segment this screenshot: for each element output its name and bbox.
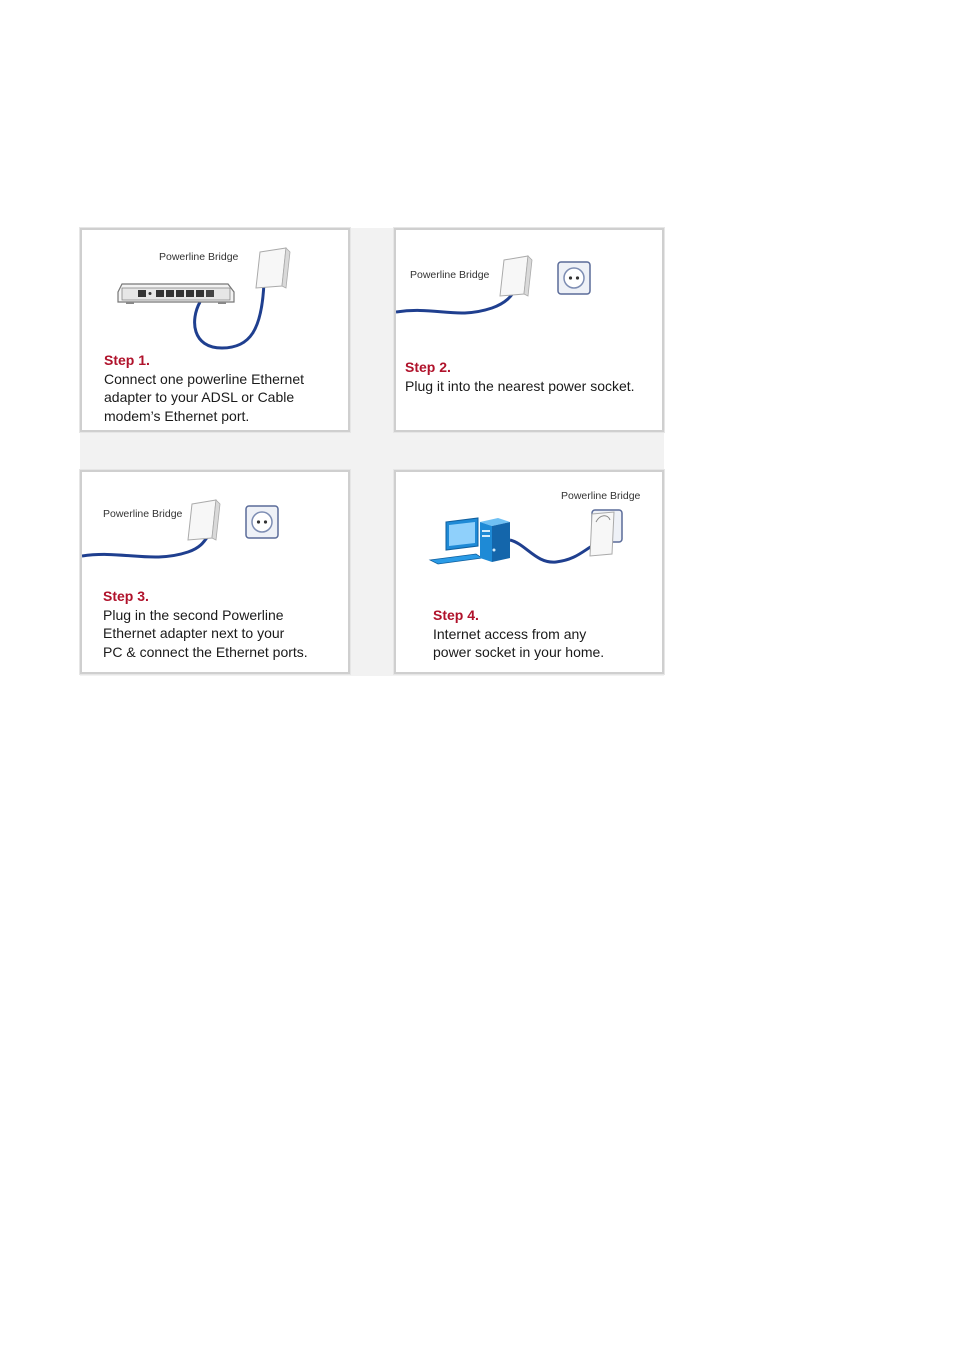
powerline-bridge-label: Powerline Bridge (561, 490, 641, 502)
step-description-line: Plug in the second Powerline (103, 606, 284, 623)
step-4-illustration (396, 472, 662, 597)
step-description-line: PC & connect the Ethernet ports. (103, 643, 308, 660)
modem-icon (118, 284, 234, 304)
step-2-text (405, 358, 635, 395)
power-socket-icon (246, 506, 278, 538)
power-socket-icon (558, 262, 590, 294)
powerline-adapter-icon (256, 248, 290, 288)
step-3-panel (80, 470, 350, 674)
monitor-icon (430, 518, 482, 564)
step-description-line: power socket in your home. (433, 644, 605, 660)
step-description-line: adapter to your ADSL or Cable (104, 389, 295, 405)
step-title: Step 1. (104, 352, 150, 368)
step-title: Step 3. (103, 588, 149, 604)
step-3-text (103, 587, 308, 661)
step-2-illustration (396, 230, 662, 355)
step-title: Step 2. (405, 359, 451, 375)
powerline-adapter-icon (590, 510, 622, 556)
powerline-adapter-icon (500, 256, 532, 296)
powerline-bridge-label: Powerline Bridge (410, 269, 490, 281)
step-4-text (433, 606, 604, 662)
step-description-line: modem’s Ethernet port. (104, 407, 250, 424)
step-1-text (104, 351, 304, 425)
step-2-panel (394, 228, 664, 432)
step-4-panel (394, 470, 664, 674)
step-3-illustration (82, 472, 348, 597)
step-1-illustration (82, 230, 348, 355)
powerline-adapter-icon (188, 500, 220, 540)
step-description-line: Ethernet adapter next to your (103, 625, 285, 641)
powerline-bridge-label: Powerline Bridge (103, 508, 183, 520)
step-description-line: Internet access from any (433, 625, 587, 642)
step-description-line: Connect one powerline Ethernet (104, 370, 305, 387)
step-1-panel (80, 228, 350, 432)
powerline-bridge-label: Powerline Bridge (159, 251, 239, 263)
computer-icon (480, 518, 510, 562)
step-title: Step 4. (433, 607, 479, 623)
step-description-line: Plug it into the nearest power socket. (405, 377, 635, 394)
ethernet-cable-icon (510, 540, 592, 562)
powerline-setup-figure (80, 228, 664, 676)
ethernet-cable-icon (396, 288, 516, 313)
